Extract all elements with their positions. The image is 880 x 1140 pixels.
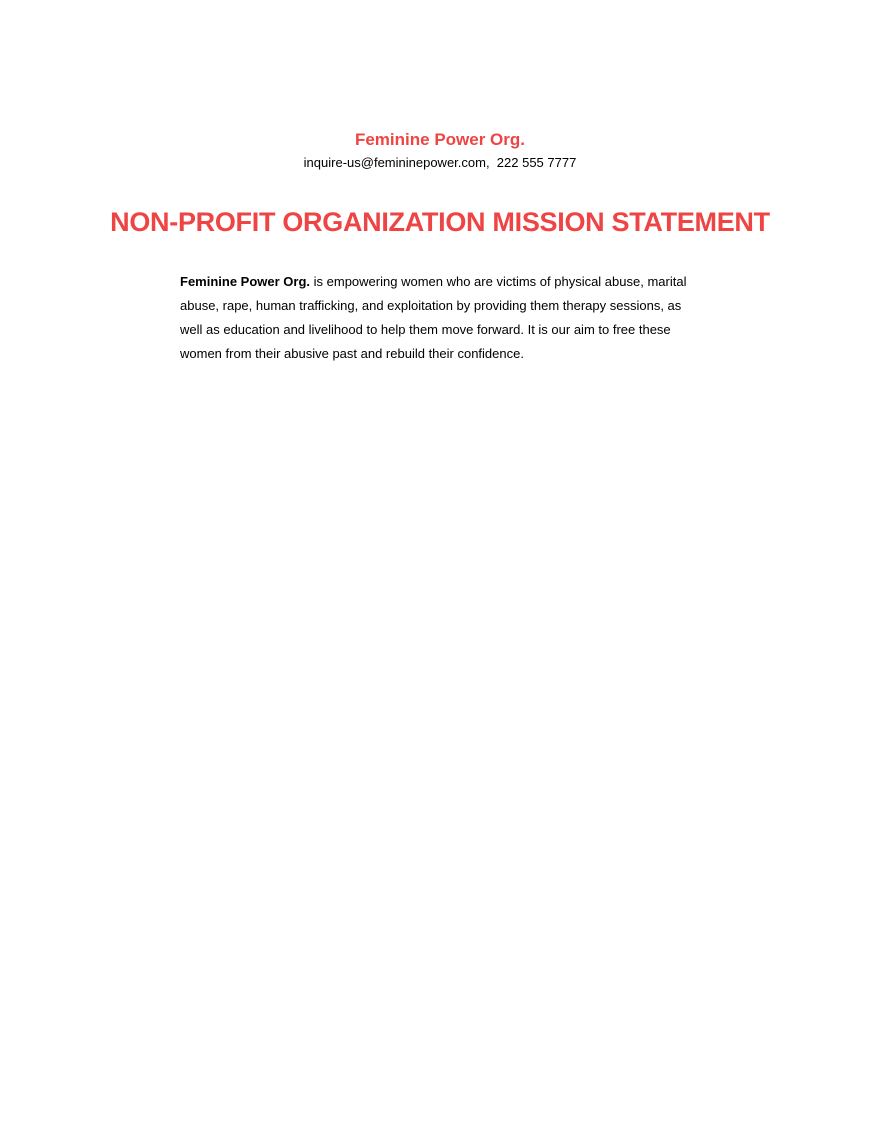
contact-info: inquire-us@femininepower.com, 222 555 7777 [303,155,577,170]
mission-statement-lead: Feminine Power Org. [180,274,311,289]
document-title: NON-PROFIT ORGANIZATION MISSION STATEMENT [110,207,770,237]
mission-statement-text: is empowering women who are victims of physical abuse, marital abuse, rape, human trafficking, and exploitation by providing them therapy sessions, as well as education and livelihood to help them move forward. It is our aim to free these women from their abusive past and rebuild their confidence. [180,274,687,361]
mission-statement-paragraph [180,270,705,366]
organization-name: Feminine Power Org. [354,130,526,149]
